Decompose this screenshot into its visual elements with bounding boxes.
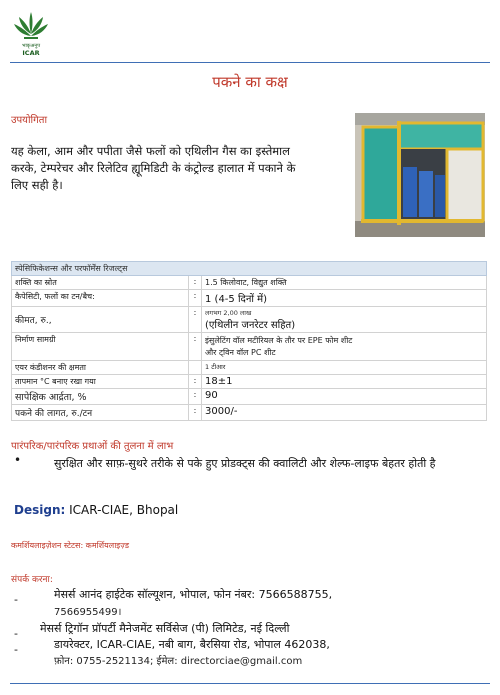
ripening-chamber-photo <box>355 113 485 237</box>
design-value: ICAR-CIAE, Bhopal <box>65 503 179 517</box>
comparison-benefit: सुरक्षित और साफ़-सुथरे तरीके से पके हुए प्रोडक्ट्स की क्वालिटी और शेल्फ-लाइफ बेहतर होती है <box>54 457 436 470</box>
contact-entry <box>54 588 494 602</box>
row-value-secondary: (एथिलीन जनरेटर सहित) <box>205 320 296 331</box>
table-row <box>12 307 487 333</box>
usage-heading: उपयोगिता <box>11 115 48 126</box>
svg-text:ICAR: ICAR <box>22 49 40 57</box>
row-separator: : <box>189 333 202 361</box>
specifications-table <box>11 261 487 421</box>
contact-entry <box>40 622 490 636</box>
row-value: 90 <box>202 389 487 405</box>
svg-text:भाकृअनुप: भाकृअनुप <box>21 43 41 49</box>
contact-dash: - <box>14 593 18 606</box>
row-value-secondary: और ट्विन वॉल PC शीट <box>205 348 276 357</box>
row-label: एयर कंडीशनर की क्षमता <box>12 361 189 375</box>
contact-line-secondary: फ़ोन: 0755-2521134; ईमेल: directorciae@gmail.com <box>54 656 303 667</box>
design-label: Design: <box>14 503 66 517</box>
contact-dash: - <box>14 627 18 640</box>
specifications-heading: स्पेसिफिकेशन्स और परफॉर्मेंस रिजल्ट्स <box>12 262 487 276</box>
row-value: इंसुलेटिंग वॉल मटीरियल के तौर पर EPE फोम शीट <box>205 336 353 345</box>
table-header-row <box>12 262 487 276</box>
row-label: शक्ति का स्रोत <box>12 276 189 290</box>
contact-line: डायरेक्टर, ICAR-CIAE, नबी बाग, बैरसिया रोड, भोपाल 462038, <box>54 638 330 651</box>
row-separator: : <box>189 389 202 405</box>
table-row <box>12 290 487 307</box>
row-separator: : <box>189 276 202 290</box>
header-divider <box>10 62 490 63</box>
table-row <box>12 389 487 405</box>
table-row <box>12 375 487 389</box>
commercialization-status: कमर्शियलाइज़ेशन स्टेटस: कमर्शियलाइज़्ड <box>11 541 130 550</box>
contact-heading: संपर्क करना: <box>11 575 53 585</box>
contact-line-secondary: 7566955499। <box>54 607 122 618</box>
footer-divider <box>10 683 490 684</box>
contact-dash: - <box>14 643 18 656</box>
comparison-heading: पारंपरिक/पारंपरिक प्रथाओं की तुलना में लाभ <box>11 441 174 452</box>
icar-logo-icon <box>10 8 52 58</box>
row-value-cell <box>202 333 487 361</box>
row-value: 3000/- <box>202 405 487 421</box>
usage-description: यह केला, आम और पपीता जैसे फलों को एथिलीन गैस का इस्तेमाल करके, टेम्परेचर और रिलेटिव ह्यूमिडिटी के कंट्रोल्ड हालात में पकाने के लिए सही है। <box>11 144 296 192</box>
row-label: कीमत, रु., <box>12 307 189 333</box>
row-value-cell <box>202 307 487 333</box>
bullet-icon: • <box>14 453 22 467</box>
row-value: 1 (4-5 दिनों में) <box>202 290 487 307</box>
table-row <box>12 276 487 290</box>
row-label: निर्माण सामग्री <box>12 333 189 361</box>
contact-entry <box>54 638 494 652</box>
table-row <box>12 405 487 421</box>
row-label: कैपेसिटी, फलों का टन/बैच: <box>12 290 189 307</box>
design-credit <box>14 503 178 517</box>
contact-line: मेसर्स ट्रिगॉन प्रॉपर्टी मैनेजमेंट सर्विसेज (पी) लिमिटेड, नई दिल्ली <box>40 622 290 635</box>
row-value: लगभग 2,00 लाख <box>205 309 252 317</box>
contact-line: मेसर्स आनंद हाईटेक सॉल्यूशन, भोपाल, फोन नंबर: 7566588755, <box>54 588 333 601</box>
row-value: 1 टीआर <box>202 361 487 375</box>
row-label: सापेक्षिक आर्द्रता, % <box>12 389 189 405</box>
table-row <box>12 333 487 361</box>
page-title: पकने का कक्ष <box>212 73 288 91</box>
row-label: तापमान °C बनाए रखा गया <box>12 375 189 389</box>
row-label: पकने की लागत, रु./टन <box>12 405 189 421</box>
row-separator: : <box>189 307 202 333</box>
row-separator: : <box>189 405 202 421</box>
row-separator: : <box>189 375 202 389</box>
row-value: 1.5 किलोवाट, विद्युत शक्ति <box>202 276 487 290</box>
row-separator: : <box>189 290 202 307</box>
table-row <box>12 361 487 375</box>
row-separator <box>189 361 202 375</box>
row-value: 18±1 <box>202 375 487 389</box>
